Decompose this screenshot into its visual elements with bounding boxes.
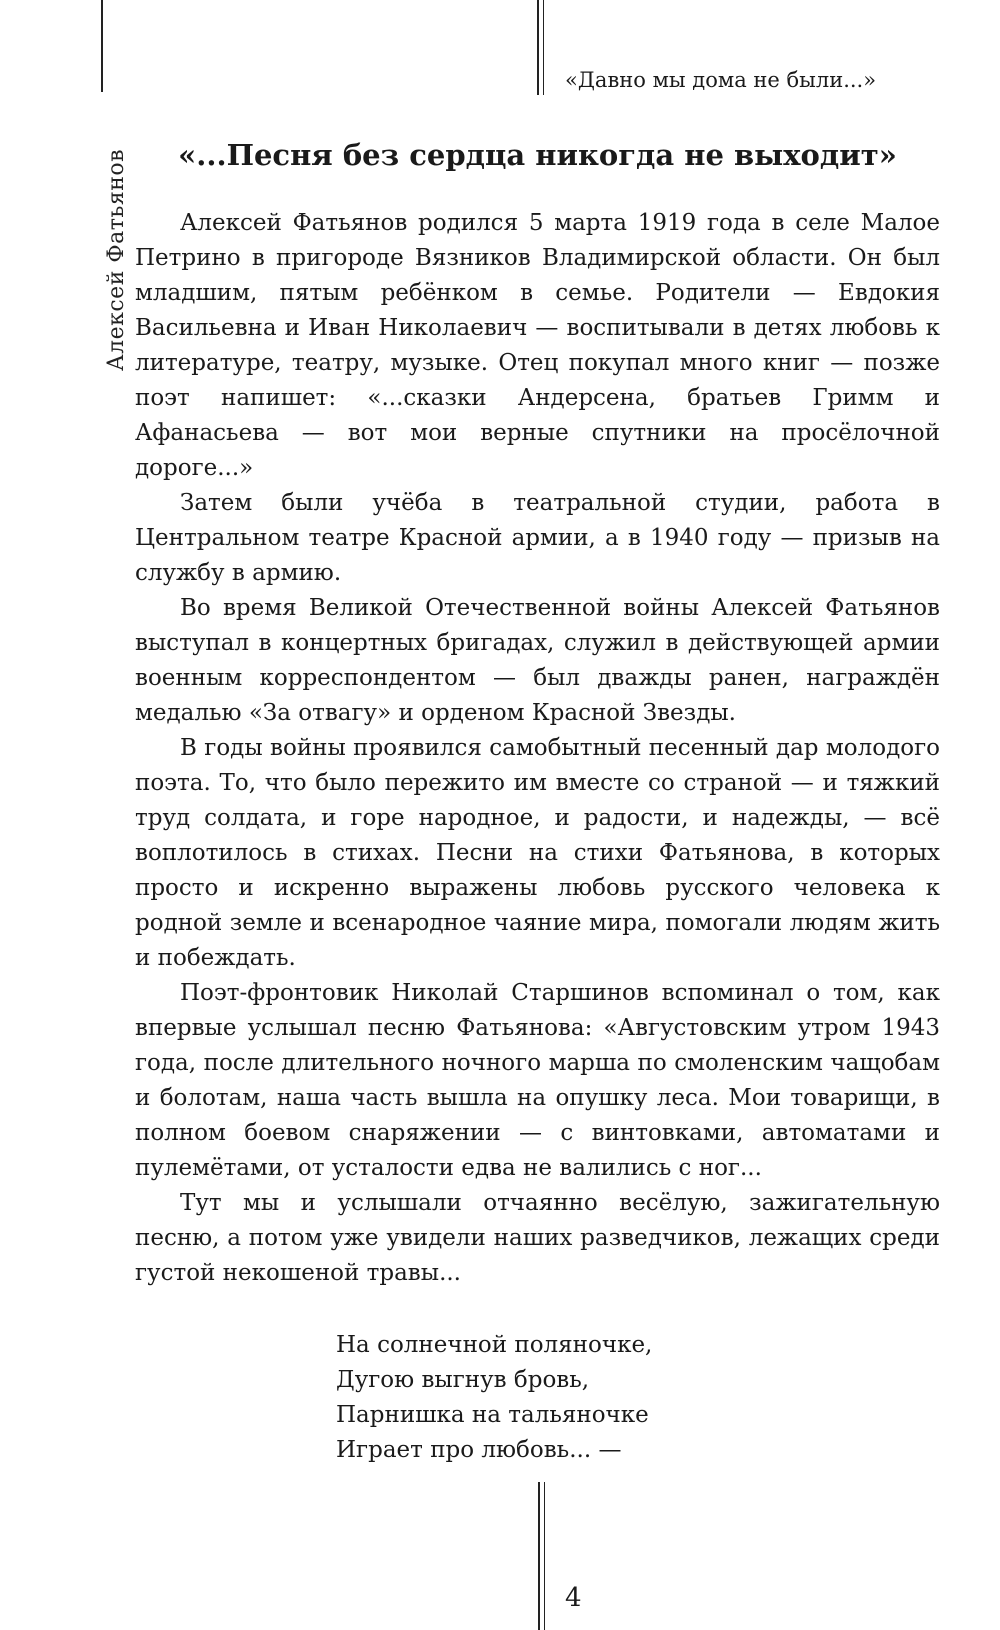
paragraph: Тут мы и услышали отчаянно весёлую, зажигательную песню, а потом уже увидели наших разведчиков, лежащих среди густой некошеной травы...	[135, 1190, 940, 1286]
paragraph: Поэт-фронтовик Николай Старшинов вспоминал о том, как впервые услышал песню Фатьянова: «Августовским утром 1943 года, после длительного ночного марша по смоленским чащобам и болотам, наша часть вышла на опушку леса. Мои товарищи, в полном боевом снаряжении — с винтовками, автоматами и пулемётами, от усталости едва не валились с ног...	[135, 980, 940, 1181]
poem-quote	[336, 1328, 652, 1468]
paragraph: Затем были учёба в театральной студии, работа в Центральном театре Красной армии, а в 1940 году — призыв на службу в армию.	[135, 490, 940, 586]
poem-line: Играет про любовь... —	[336, 1437, 622, 1463]
side-rule	[101, 0, 103, 92]
poem-line: На солнечной поляночке,	[336, 1332, 653, 1358]
chapter-title: «...Песня без сердца никогда не выходит»	[178, 138, 897, 172]
running-head-author: Алексей Фатьянов	[104, 148, 129, 372]
header-rule	[537, 0, 539, 95]
paragraph: Во время Великой Отечественной войны Алексей Фатьянов выступал в концертных бригадах, служил в действующей армии военным корреспондентом — был дважды ранен, награждён медалью «За отвагу» и орденом Красной Звезды.	[135, 595, 940, 726]
paragraph: Алексей Фатьянов родился 5 марта 1919 года в селе Малое Петрино в пригороде Вязников Владимирской области. Он был младшим, пятым ребёнком в семье. Родители — Евдокия Васильевна и Иван Николаевич — воспитывали в детях любовь к литературе, театру, музыке. Отец покупал много книг — позже поэт напишет: «...сказки Андерсена, братьев Гримм и Афанасьева — вот мои верные спутники на просёлочной дороге...»	[135, 210, 940, 481]
header-rule-thin	[543, 0, 544, 95]
paragraph: В годы войны проявился самобытный песенный дар молодого поэта. То, что было пережито им вместе со страной — и тяжкий труд солдата, и горе народное, и радости, и надежды, — всё воплотилось в стихах. Песни на стихи Фатьянова, в которых просто и искренно выражены любовь русского человека к родной земле и всенародное чаяние мира, помогали людям жить и побеждать.	[135, 735, 940, 971]
page-number: 4	[565, 1583, 582, 1613]
poem-line: Дугою выгнув бровь,	[336, 1367, 590, 1393]
running-head-title: «Давно мы дома не были...»	[565, 68, 877, 92]
footer-rule-thin	[544, 1482, 545, 1630]
footer-rule	[538, 1482, 540, 1630]
body-text	[135, 206, 940, 1291]
poem-line: Парнишка на тальяночке	[336, 1402, 649, 1428]
